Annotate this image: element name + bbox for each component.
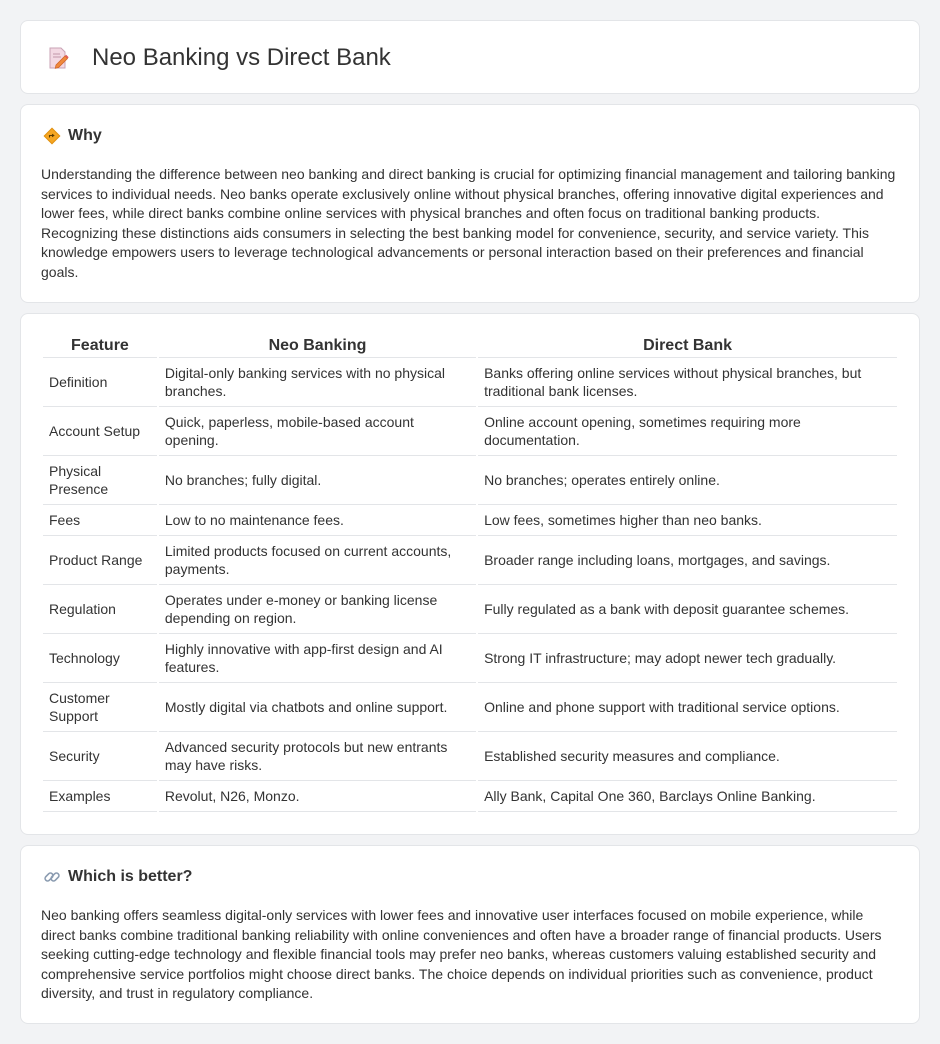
table-row [43,585,897,634]
better-heading [43,868,192,886]
direct-cell: Online account opening, sometimes requiring more documentation. [478,407,897,456]
feature-cell: Technology [43,634,157,683]
feature-cell: Account Setup [43,407,157,456]
neo-cell: Revolut, N26, Monzo. [159,781,476,812]
header-direct-bank: Direct Bank [478,335,897,358]
feature-cell: Customer Support [43,683,157,732]
direct-cell: Broader range including loans, mortgages, and savings. [478,536,897,585]
direct-cell: Established security measures and compliance. [478,732,897,781]
comparison-table [41,335,899,812]
neo-cell: Low to no maintenance fees. [159,505,476,536]
table-row [43,505,897,536]
better-text: Neo banking offers seamless digital-only services with lower fees and innovative user interfaces focused on mobile experience, while direct banks combine traditional banking reliability with online conveniences and often have a broader range of financial products. Users seeking cutting-edge technology and flexible financial tools may prefer neo banks, whereas customers valuing established security and comprehensive service portfolios might choose direct banks. The choice depends on individual priorities such as convenience, product diversity, and trust in regulatory compliance. [41,907,882,1001]
table-header-row [43,335,897,358]
table-row [43,456,897,505]
feature-cell: Physical Presence [43,456,157,505]
why-title: Why [68,127,102,144]
direct-cell: Ally Bank, Capital One 360, Barclays Online Banking. [478,781,897,812]
feature-cell: Examples [43,781,157,812]
which-is-better-section [20,845,920,1024]
why-section [20,104,920,303]
neo-cell: Mostly digital via chatbots and online support. [159,683,476,732]
comparison-table-card [20,313,920,835]
table-row [43,536,897,585]
neo-cell: Operates under e-money or banking license depending on region. [159,585,476,634]
table-row [43,358,897,407]
table-row [43,407,897,456]
neo-cell: Quick, paperless, mobile-based account opening. [159,407,476,456]
feature-cell: Security [43,732,157,781]
better-title: Which is better? [68,868,193,885]
why-text: Understanding the difference between neo banking and direct banking is crucial for optimizing financial management and tailoring banking services to individual needs. Neo banks operate exclusively online without physical branches, offering innovative digital experiences and lower fees, while direct banks combine online services with physical branches and often focus on traditional banking products. Recognizing these distinctions aids consumers in selecting the best banking model for convenience, security, and service variety. This knowledge empowers users to leverage technological advancements or personal interaction based on their preferences and financial goals. [41,166,896,280]
table-row [43,683,897,732]
page-title: Neo Banking vs Direct Bank [92,44,391,71]
feature-cell: Fees [43,505,157,536]
why-heading [43,127,102,145]
table-row [43,732,897,781]
header-neo-banking: Neo Banking [159,335,476,358]
neo-cell: Digital-only banking services with no physical branches. [159,358,476,407]
table-row [43,634,897,683]
direct-cell: No branches; operates entirely online. [478,456,897,505]
direct-cell: Low fees, sometimes higher than neo banks. [478,505,897,536]
neo-cell: Limited products focused on current accounts, payments. [159,536,476,585]
diamond-sign-icon [43,127,61,145]
feature-cell: Regulation [43,585,157,634]
neo-cell: Advanced security protocols but new entrants may have risks. [159,732,476,781]
link-icon [43,868,61,886]
neo-cell: Highly innovative with app-first design and AI features. [159,634,476,683]
neo-cell: No branches; fully digital. [159,456,476,505]
table-row [43,781,897,812]
feature-cell: Definition [43,358,157,407]
direct-cell: Online and phone support with traditional service options. [478,683,897,732]
document-pen-icon [47,46,69,70]
direct-cell: Banks offering online services without physical branches, but traditional bank licenses. [478,358,897,407]
header-feature: Feature [43,335,157,358]
title-card [20,20,920,94]
feature-cell: Product Range [43,536,157,585]
direct-cell: Strong IT infrastructure; may adopt newer tech gradually. [478,634,897,683]
direct-cell: Fully regulated as a bank with deposit guarantee schemes. [478,585,897,634]
